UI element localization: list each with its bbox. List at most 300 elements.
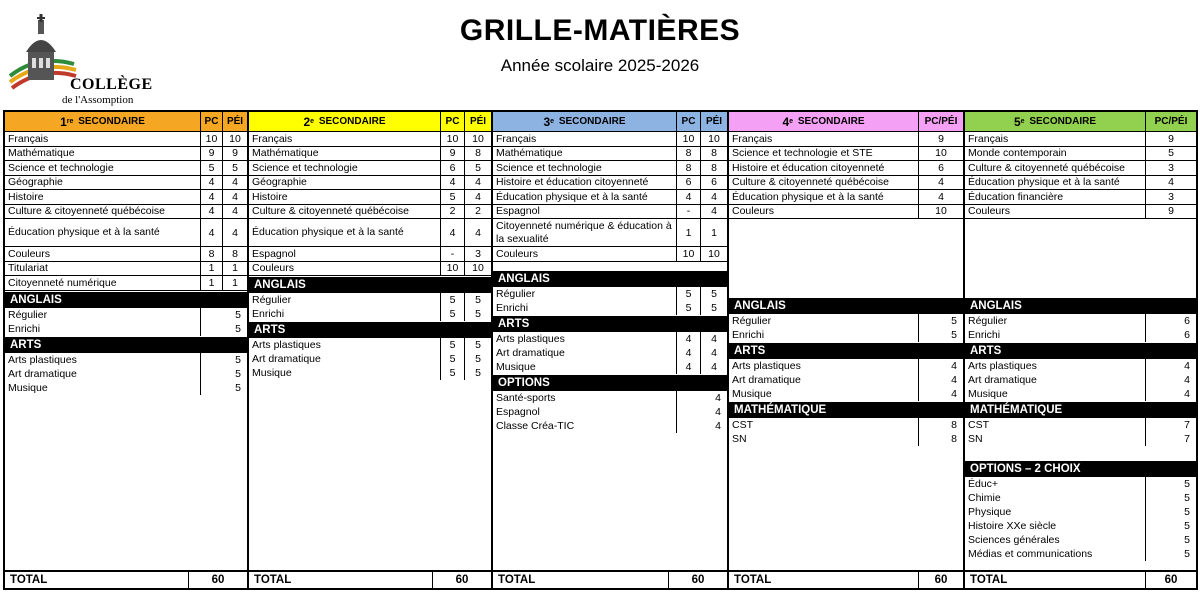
sec3-total-value: 60 [691,574,705,586]
subject-periods: 9 [938,132,944,145]
sec5-arts-list [965,359,1196,401]
subject-pc: 10 [201,132,223,146]
subject-periods: 4 [938,190,944,203]
list-item [729,432,963,446]
option-periods: 5 [235,367,241,380]
subject-name: Éducation physique et à la santé [965,176,1146,190]
subject-name: Couleurs [493,247,677,261]
subject-pc: 9 [441,147,465,161]
sec5-options-header: OPTIONS – 2 CHOIX [965,461,1196,477]
sec4-total-value: 60 [934,574,948,586]
sec5-total-label: TOTAL [965,572,1146,588]
list-item [965,373,1196,387]
sec5-anglais-list [965,314,1196,342]
table-row [729,176,963,191]
subject-pc: 5 [201,161,223,175]
option-name: Sciences générales [965,533,1146,547]
option-name: Arts plastiques [729,359,919,373]
list-item [965,359,1196,373]
sec1-pei-header: PÉI [226,116,244,127]
column-sec1 [5,112,249,588]
table-row [493,205,727,220]
subject-pei: 5 [475,161,481,174]
option-name: Enrichi [5,322,201,336]
table-row [5,276,247,291]
option-pei: 5 [711,301,717,314]
table-row [493,132,727,147]
subject-name: Mathématique [493,147,677,161]
option-name: Art dramatique [729,373,919,387]
column-sec4 [729,112,965,588]
subject-pc: 9 [201,147,223,161]
subject-name: Mathématique [249,147,441,161]
option-pc: 5 [441,352,465,366]
subject-name: Culture & citoyenneté québécoise [5,205,201,219]
list-item [729,373,963,387]
subject-pc: 1 [201,276,223,290]
list-item [729,387,963,401]
sec4-math-list [729,418,963,446]
option-pc: 5 [677,301,701,315]
sec2-total-label: TOTAL [249,572,433,588]
subject-pc: 1 [201,262,223,276]
column-sec2 [249,112,493,588]
table-row [249,190,491,205]
subject-periods: 10 [935,205,947,218]
table-row [5,190,247,205]
sec5-subjects [965,132,1196,219]
subject-pc: 4 [201,176,223,190]
subject-periods: 3 [1168,161,1174,174]
table-row [493,219,727,247]
subject-pc: 6 [441,161,465,175]
subject-pc: 10 [677,247,701,261]
option-periods: 8 [951,433,957,445]
option-periods: 5 [1184,548,1190,560]
option-name: Espagnol [493,405,677,419]
option-pc: 5 [441,307,465,321]
option-periods: 4 [951,360,957,372]
subject-name: Science et technologie [493,161,677,175]
subject-name: Couleurs [729,205,919,219]
sec1-arts-list [5,353,247,395]
option-periods: 4 [715,419,721,432]
sec4-total-label: TOTAL [729,572,919,588]
sec5-anglais-header: ANGLAIS [965,298,1196,314]
option-periods: 5 [235,353,241,366]
subject-name: Français [5,132,201,146]
sec4-anglais-header: ANGLAIS [729,298,963,314]
table-row [493,176,727,191]
option-pei: 4 [711,346,717,359]
option-pei: 4 [711,332,717,345]
table-row [5,219,247,247]
table-row [249,176,491,191]
list-item [5,322,247,336]
subject-pei: 8 [711,147,717,160]
list-item [249,307,491,321]
table-row [965,176,1196,191]
subject-pei: 4 [475,190,481,203]
subject-pei: 4 [711,205,717,218]
table-row [493,161,727,176]
option-pei: 5 [711,287,717,300]
list-item [493,419,727,433]
option-periods: 5 [951,329,957,341]
header-sec5 [965,112,1196,132]
sec1-arts-header: ARTS [5,337,247,353]
subject-name: Éducation physique et à la santé [5,219,201,246]
subject-periods: 4 [1168,176,1174,189]
subject-pei: 2 [475,205,481,218]
sec4-anglais-list [729,314,963,342]
sec3-anglais-list [493,287,727,315]
sec4-total-row [729,570,963,588]
sec2-anglais-header: ANGLAIS [249,277,491,293]
header-sec2 [249,112,491,132]
subject-pc: - [441,247,465,261]
subject-pc: 10 [441,262,465,276]
sec1-total-value: 60 [211,574,225,586]
option-periods: 6 [1184,315,1190,327]
option-name: Éduc+ [965,477,1146,491]
option-name: Histoire XXe siècle [965,519,1146,533]
subject-name: Citoyenneté numérique [5,276,201,290]
option-periods: 5 [235,381,241,394]
option-name: Musique [729,387,919,401]
table-row [729,161,963,176]
option-pc: 4 [677,360,701,374]
subjects-grid [3,110,1198,590]
option-pc: 4 [677,332,701,346]
sec4-subjects [729,132,963,219]
subject-periods: 9 [1168,132,1174,145]
table-row [965,161,1196,176]
subject-pei: 8 [232,247,238,260]
list-item [493,346,727,360]
subject-pei: 8 [711,161,717,174]
subject-name: Espagnol [493,205,677,219]
sec2-arts-header: ARTS [249,322,491,338]
list-item [729,328,963,342]
logo-text-assomption: de l'Assomption [62,94,134,106]
subject-periods: 10 [935,147,947,160]
subject-name: Histoire et éducation citoyenneté [493,176,677,190]
table-row [493,190,727,205]
subject-name: Culture & citoyenneté québécoise [965,161,1146,175]
sec3-total-label: TOTAL [493,572,669,588]
sec2-title: 2 e SECONDAIRE [249,112,441,131]
option-name: Arts plastiques [5,353,201,367]
list-item [965,477,1196,491]
option-name: Musique [965,387,1146,401]
option-pc: 5 [441,293,465,307]
sec3-subjects [493,132,727,262]
subject-pc: 4 [201,219,223,246]
option-periods: 4 [715,391,721,404]
subject-pc: 2 [441,205,465,219]
subject-pei: 4 [475,226,481,239]
table-row [5,132,247,147]
list-item [5,353,247,367]
option-pc: 4 [677,346,701,360]
subject-name: Français [493,132,677,146]
sec5-arts-header: ARTS [965,343,1196,359]
table-row [249,147,491,162]
sec2-total-row [249,570,491,588]
option-periods: 5 [1184,492,1190,504]
subject-pei: 1 [232,276,238,289]
option-name: Enrichi [965,328,1146,342]
subject-pei: 6 [711,176,717,189]
page-subtitle: Année scolaire 2025-2026 [500,56,700,75]
option-periods: 5 [1184,506,1190,518]
option-periods: 4 [1184,388,1190,400]
list-item [493,391,727,405]
subject-name: Géographie [5,176,201,190]
list-item [493,287,727,301]
list-item [965,328,1196,342]
list-item [965,547,1196,561]
option-pei: 5 [475,308,481,320]
option-periods: 5 [1184,534,1190,546]
subject-name: Monde contemporain [965,147,1146,161]
option-name: Enrichi [729,328,919,342]
list-item [5,381,247,395]
subject-pei: 4 [232,226,238,239]
option-periods: 7 [1184,419,1190,431]
option-pei: 5 [475,353,481,365]
subject-name: Couleurs [5,247,201,261]
option-name: Art dramatique [965,373,1146,387]
list-item [493,301,727,315]
subject-pei: 1 [711,226,717,239]
table-row [249,205,491,220]
subject-pc: 8 [677,147,701,161]
page-title: GRILLE-MATIÈRES [459,14,741,47]
subject-name: Histoire [5,190,201,204]
subject-pei: 3 [475,247,481,260]
option-pei: 5 [475,294,481,306]
subject-pei: 10 [472,262,484,275]
option-pc: 5 [677,287,701,301]
list-item [5,367,247,381]
sec5-options-list [965,477,1196,561]
option-periods: 4 [1184,374,1190,386]
option-name: Régulier [493,287,677,301]
option-name: Médias et communications [965,547,1146,561]
subject-name: Histoire [249,190,441,204]
option-name: Physique [965,505,1146,519]
option-name: CST [965,418,1146,432]
subject-pei: 10 [229,132,241,145]
option-periods: 5 [1184,478,1190,490]
option-periods: 4 [951,374,957,386]
subject-name: Espagnol [249,247,441,261]
option-periods: 4 [1184,360,1190,372]
subject-name: Titulariat [5,262,201,276]
subject-name: Français [729,132,919,146]
list-item [965,505,1196,519]
subject-pc: 8 [201,247,223,261]
table-row [729,132,963,147]
sec5-math-header: MATHÉMATIQUE [965,402,1196,418]
sec3-arts-header: ARTS [493,316,727,332]
header-sec4 [729,112,963,132]
subject-pei: 10 [708,247,720,260]
list-item [965,533,1196,547]
header-sec1 [5,112,247,132]
option-name: Arts plastiques [249,338,441,352]
table-row [5,205,247,220]
option-name: Art dramatique [5,367,201,381]
sec4-arts-list [729,359,963,401]
subject-pc: 4 [441,219,465,246]
option-pc: 5 [441,366,465,380]
sec5-total-row [965,570,1196,588]
sec3-anglais-header: ANGLAIS [493,271,727,287]
option-name: SN [729,432,919,446]
sec4-math-header: MATHÉMATIQUE [729,402,963,418]
sec1-total-label: TOTAL [5,572,189,588]
list-item [965,314,1196,328]
option-periods: 7 [1184,433,1190,445]
table-row [493,147,727,162]
sec3-arts-list [493,332,727,374]
sec5-title: 5 e SECONDAIRE [965,112,1146,131]
subject-name: Culture & citoyenneté québécoise [249,205,441,219]
subject-name: Éducation physique et à la santé [493,190,677,204]
sec1-total-row [5,570,247,588]
option-name: Régulier [5,308,201,322]
table-row [729,205,963,220]
sec2-pc-header: PC [441,112,465,131]
option-name: Musique [5,381,201,395]
subject-name: Citoyenneté numérique & éducation à la sexualité [493,219,677,246]
sec1-subjects [5,132,247,291]
table-row [5,176,247,191]
list-item [965,387,1196,401]
option-name: Art dramatique [249,352,441,366]
list-item [729,418,963,432]
sec3-title: 3 e SECONDAIRE [493,112,677,131]
subject-pc: 4 [441,176,465,190]
option-periods: 4 [715,405,721,418]
sec3-pei-header: PÉI [705,116,723,127]
option-name: Enrichi [249,307,441,321]
table-row [249,132,491,147]
option-name: SN [965,432,1146,446]
subject-pc: 4 [201,190,223,204]
subject-name: Français [965,132,1146,146]
sec4-pcpei-header: PC/PÉI [924,116,958,127]
subject-name: Culture & citoyenneté québécoise [729,176,919,190]
option-name: Musique [249,366,441,380]
subject-pei: 4 [232,190,238,203]
subject-pc: - [677,205,701,219]
subject-pei: 4 [475,176,481,189]
table-row [965,205,1196,220]
subject-pei: 1 [232,262,238,275]
option-name: Arts plastiques [493,332,677,346]
subject-name: Science et technologie et STE [729,147,919,161]
subject-periods: 6 [938,161,944,174]
subject-pc: 1 [677,219,701,246]
table-row [729,147,963,162]
option-periods: 4 [951,388,957,400]
subject-pei: 4 [232,205,238,218]
subject-name: Science et technologie [249,161,441,175]
header-sec3 [493,112,727,132]
subject-pei: 8 [475,147,481,160]
option-pei: 4 [711,360,717,373]
table-row [729,190,963,205]
subject-name: Éducation physique et à la santé [729,190,919,204]
sec2-arts-list [249,338,491,380]
list-item [965,432,1196,446]
option-name: Arts plastiques [965,359,1146,373]
option-periods: 5 [951,315,957,327]
subject-pc: 10 [677,132,701,146]
list-item [729,359,963,373]
table-row [965,190,1196,205]
option-name: Chimie [965,491,1146,505]
sec1-anglais-header: ANGLAIS [5,292,247,308]
table-row [965,132,1196,147]
list-item [965,519,1196,533]
subject-periods: 4 [938,176,944,189]
option-periods: 6 [1184,329,1190,341]
table-row [965,147,1196,162]
sec4-title: 4 e SECONDAIRE [729,112,919,131]
subject-pc: 8 [677,161,701,175]
subject-name: Couleurs [249,262,441,276]
table-row [5,247,247,262]
subject-periods: 9 [1168,205,1174,218]
subject-pc: 4 [677,190,701,204]
table-row [249,161,491,176]
option-name: Régulier [729,314,919,328]
option-name: CST [729,418,919,432]
table-row [5,262,247,277]
list-item [965,418,1196,432]
table-row [249,262,491,277]
list-item [493,405,727,419]
option-name: Musique [493,360,677,374]
subject-periods: 3 [1168,190,1174,203]
subject-name: Français [249,132,441,146]
sec3-options-list [493,391,727,433]
sec2-subjects [249,132,491,276]
subject-pei: 10 [708,132,720,145]
subject-name: Éducation physique et à la santé [249,219,441,246]
list-item [729,314,963,328]
list-item [5,308,247,322]
sec4-arts-header: ARTS [729,343,963,359]
option-name: Enrichi [493,301,677,315]
sec5-math-list [965,418,1196,446]
column-sec5 [965,112,1196,588]
subject-periods: 5 [1168,147,1174,160]
sec3-pc-header: PC [677,112,701,131]
list-item [493,360,727,374]
table-row [249,247,491,262]
subject-pei: 10 [472,132,484,145]
subject-pei: 4 [711,190,717,203]
sec2-total-value: 60 [455,574,469,586]
option-periods: 8 [951,419,957,431]
sec5-total-value: 60 [1164,574,1178,586]
